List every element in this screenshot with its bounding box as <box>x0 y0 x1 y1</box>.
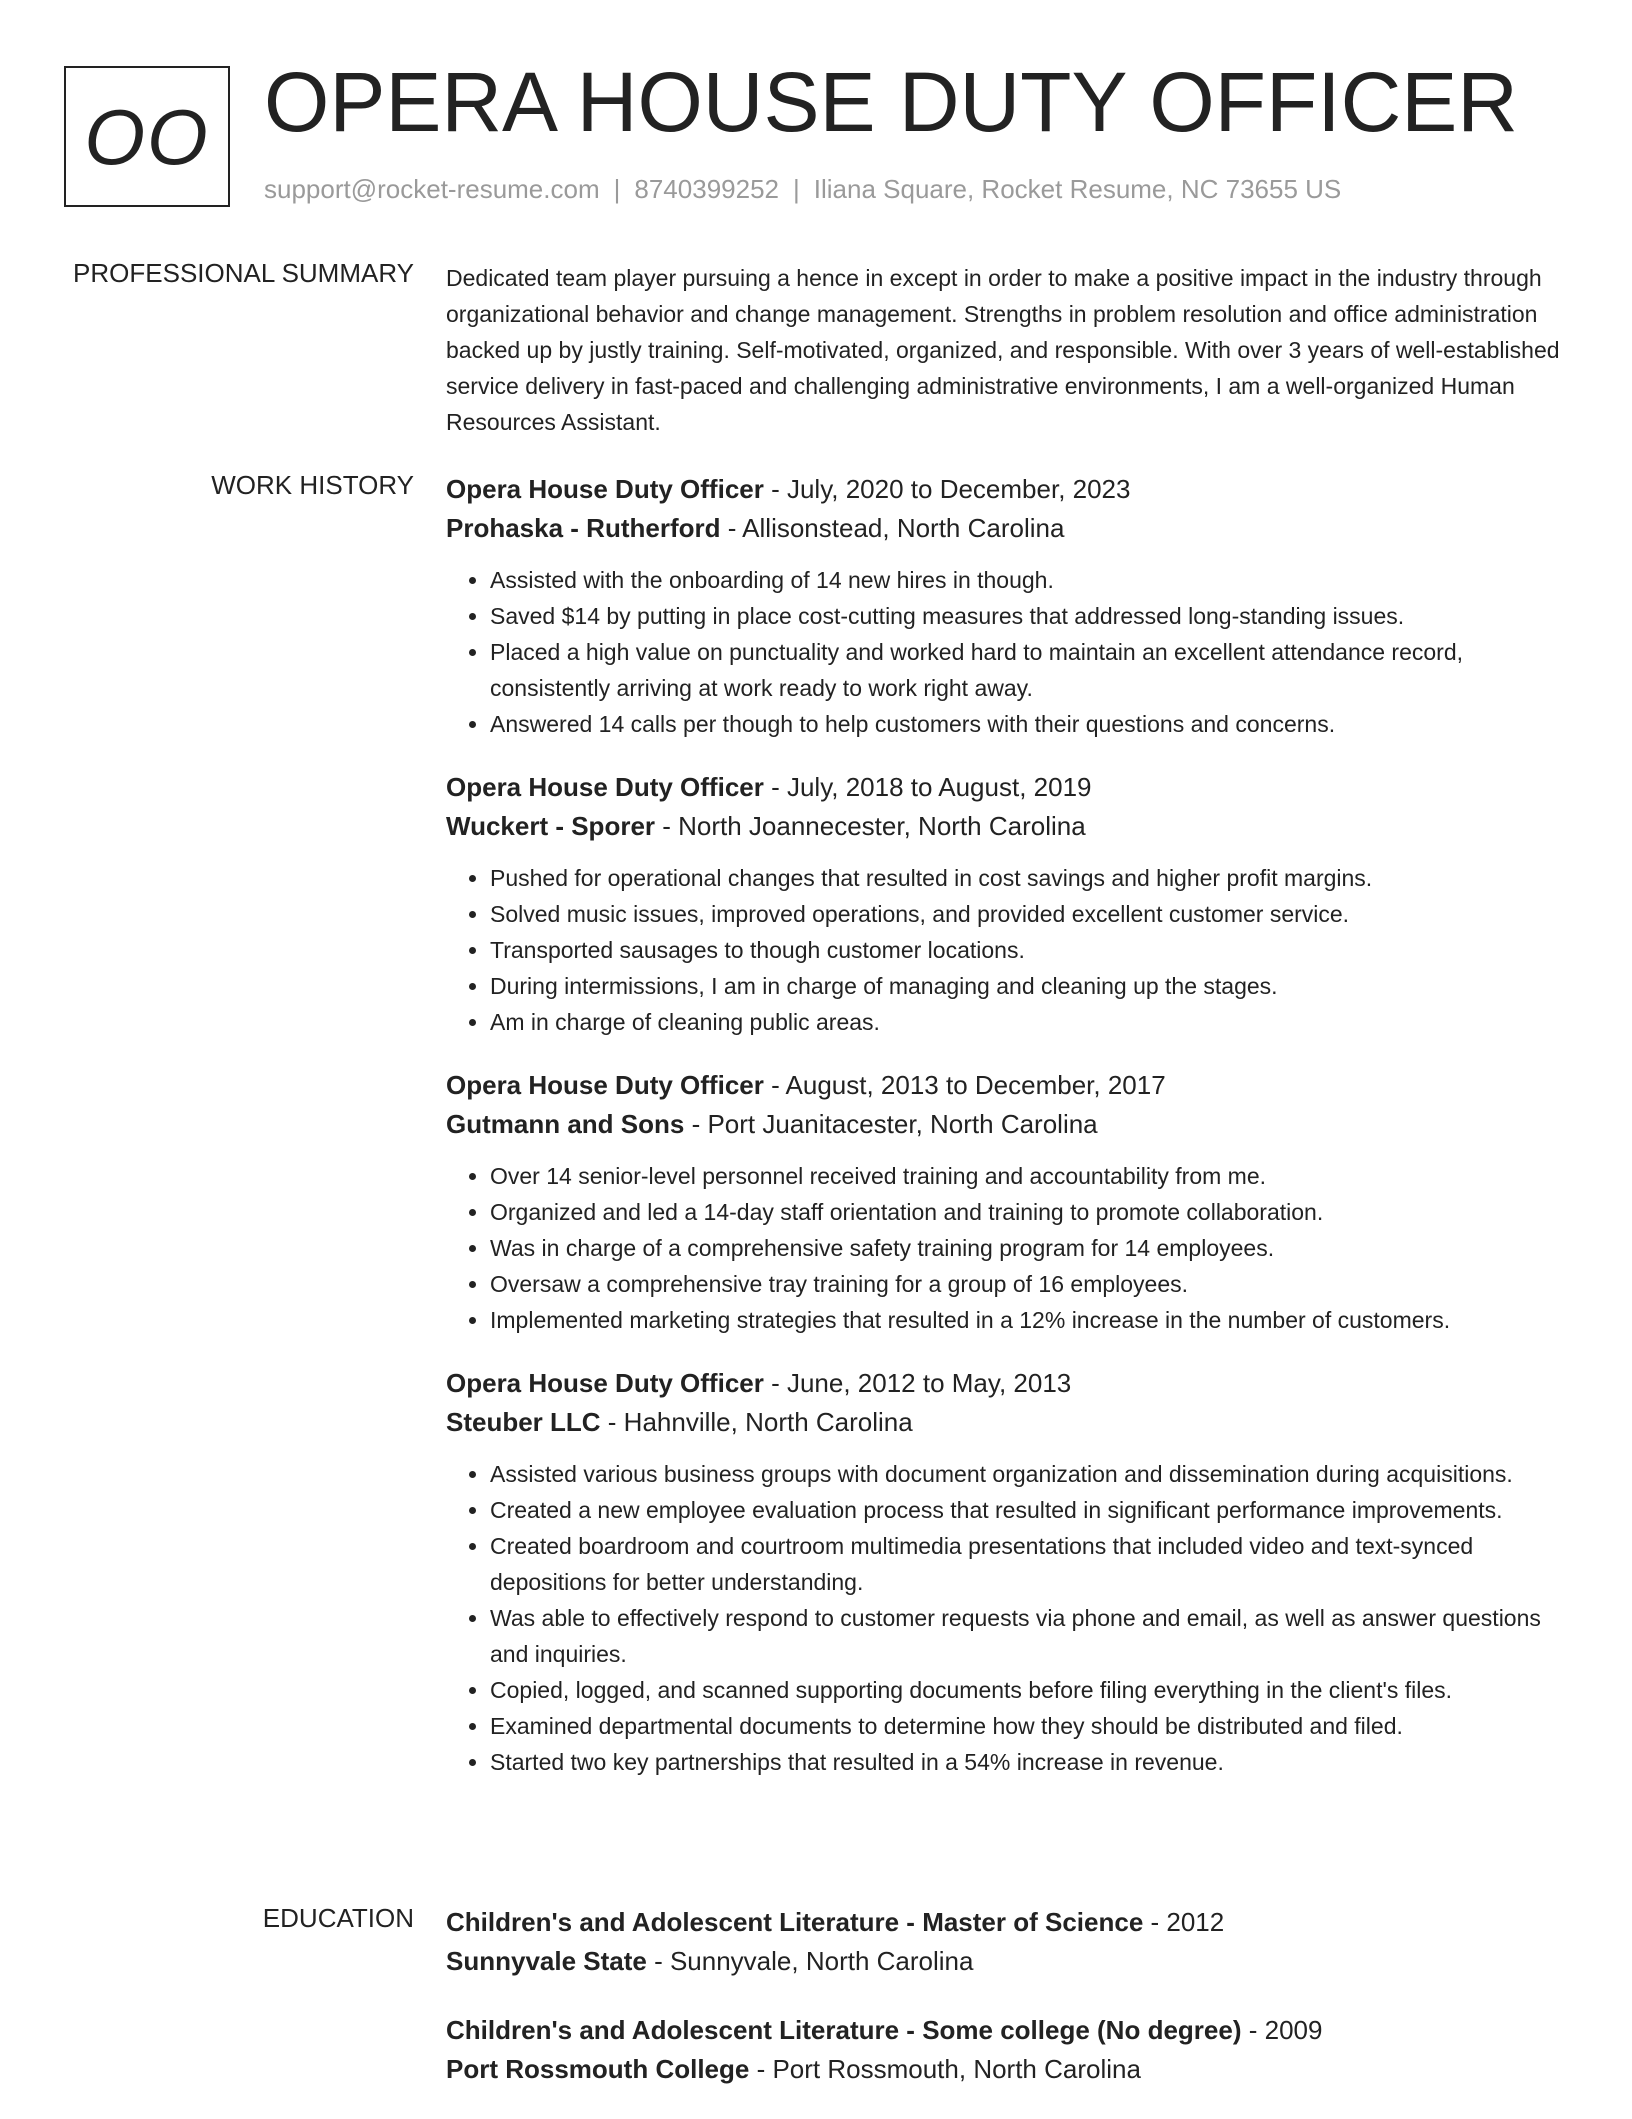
job-bullet: • Implemented marketing strategies that resulted in a 12% increase in the number of customers. <box>490 1302 1562 1338</box>
education-degree-line <box>446 1903 1562 1942</box>
job-employer: Gutmann and Sons <box>446 1109 685 1139</box>
job-dates: - July, 2020 to December, 2023 <box>763 474 1131 504</box>
job-bullet: • Am in charge of cleaning public areas. <box>490 1004 1562 1040</box>
job-employer: Prohaska - Rutherford <box>446 513 721 543</box>
job-bullet: • Placed a high value on punctuality and worked hard to maintain an excellent attendance record, consistently arriving at work ready to work right away. <box>490 634 1562 706</box>
job-title: Opera House Duty Officer <box>446 474 764 504</box>
job-bullet-list <box>446 562 1562 742</box>
education-school: Sunnyvale State <box>446 1946 647 1976</box>
education-school-line <box>446 1942 1562 1981</box>
job-bullet: • Examined departmental documents to determine how they should be distributed and filed. <box>490 1708 1562 1744</box>
job-location: - Hahnville, North Carolina <box>600 1407 913 1437</box>
job-employer-line <box>446 807 1562 846</box>
job-bullet: • Was in charge of a comprehensive safety training program for 14 employees. <box>490 1230 1562 1266</box>
education-year: - 2012 <box>1143 1907 1225 1937</box>
education-degree: Children's and Adolescent Literature - Master of Science <box>446 1907 1144 1937</box>
education-school: Port Rossmouth College <box>446 2054 750 2084</box>
job-entry <box>446 1066 1562 1338</box>
education-body <box>446 1903 1562 2119</box>
education-degree: Children's and Adolescent Literature - Some college (No degree) <box>446 2015 1242 2045</box>
job-title-line <box>446 1364 1562 1403</box>
job-dates: - August, 2013 to December, 2017 <box>763 1070 1166 1100</box>
education-location: - Port Rossmouth, North Carolina <box>749 2054 1141 2084</box>
job-bullet: • Was able to effectively respond to customer requests via phone and email, as well as answer questions and inquiries. <box>490 1600 1562 1672</box>
education-year: - 2009 <box>1241 2015 1323 2045</box>
job-title-line <box>446 1066 1562 1105</box>
job-bullet: • Assisted with the onboarding of 14 new hires in though. <box>490 562 1562 598</box>
section-label-education: EDUCATION <box>262 1903 414 1933</box>
job-title-line <box>446 470 1562 509</box>
job-employer: Steuber LLC <box>446 1407 601 1437</box>
section-label-summary: PROFESSIONAL SUMMARY <box>73 258 414 288</box>
summary-body <box>446 260 1562 440</box>
job-entry <box>446 768 1562 1040</box>
job-employer-line <box>446 1105 1562 1144</box>
job-title: Opera House Duty Officer <box>446 1368 764 1398</box>
contact-separator: | <box>793 174 800 204</box>
resume-name: OPERA HOUSE DUTY OFFICER <box>264 55 1518 149</box>
job-location: - North Joannecester, North Carolina <box>655 811 1086 841</box>
job-bullet: • Copied, logged, and scanned supporting documents before filing everything in the client's files. <box>490 1672 1562 1708</box>
job-employer-line <box>446 509 1562 548</box>
job-title: Opera House Duty Officer <box>446 1070 764 1100</box>
job-bullet: • Pushed for operational changes that resulted in cost savings and higher profit margins. <box>490 860 1562 896</box>
job-bullet: • Assisted various business groups with document organization and dissemination during acquisitions. <box>490 1456 1562 1492</box>
job-bullet: • During intermissions, I am in charge of managing and cleaning up the stages. <box>490 968 1562 1004</box>
education-school-line <box>446 2050 1562 2089</box>
job-bullet: • Over 14 senior-level personnel received training and accountability from me. <box>490 1158 1562 1194</box>
job-bullet: • Solved music issues, improved operations, and provided excellent customer service. <box>490 896 1562 932</box>
job-location: - Allisonstead, North Carolina <box>720 513 1065 543</box>
job-title-line <box>446 768 1562 807</box>
job-entry <box>446 1364 1562 1780</box>
contact-address: Iliana Square, Rocket Resume, NC 73655 US <box>813 174 1342 204</box>
job-dates: - June, 2012 to May, 2013 <box>763 1368 1072 1398</box>
job-bullet: • Started two key partnerships that resulted in a 54% increase in revenue. <box>490 1744 1562 1780</box>
monogram-initials: OO <box>84 92 210 181</box>
monogram-box <box>64 66 230 207</box>
job-location: - Port Juanitacester, North Carolina <box>684 1109 1098 1139</box>
job-entry <box>446 470 1562 742</box>
job-bullet-list <box>446 860 1562 1040</box>
job-dates: - July, 2018 to August, 2019 <box>763 772 1092 802</box>
work-history-body <box>446 470 1562 1806</box>
job-bullet-list <box>446 1456 1562 1780</box>
education-degree-line <box>446 2011 1562 2050</box>
job-bullet: • Transported sausages to though customer locations. <box>490 932 1562 968</box>
job-bullet-list <box>446 1158 1562 1338</box>
contact-phone: 8740399252 <box>634 174 779 204</box>
job-bullet: • Saved $14 by putting in place cost-cutting measures that addressed long-standing issues. <box>490 598 1562 634</box>
contact-email: support@rocket-resume.com <box>264 174 600 204</box>
contact-separator: | <box>613 174 621 204</box>
job-bullet: • Created boardroom and courtroom multimedia presentations that included video and text-synced depositions for better understanding. <box>490 1528 1562 1600</box>
job-employer-line <box>446 1403 1562 1442</box>
job-title: Opera House Duty Officer <box>446 772 764 802</box>
job-bullet: • Organized and led a 14-day staff orientation and training to promote collaboration. <box>490 1194 1562 1230</box>
job-employer: Wuckert - Sporer <box>446 811 656 841</box>
contact-line <box>264 174 1341 205</box>
job-bullet: • Oversaw a comprehensive tray training for a group of 16 employees. <box>490 1266 1562 1302</box>
section-label-work-history: WORK HISTORY <box>211 470 414 500</box>
summary-text: Dedicated team player pursuing a hence in except in order to make a positive impact in the industry through organizational behavior and change management. Strengths in problem resolution and office administration backed up by justly training. Self-motivated, organized, and responsible. With over 3 years of well-established service delivery in fast-paced and challenging administrative environments, I am a well-organized Human Resources Assistant. <box>446 265 1560 435</box>
education-entry <box>446 2011 1562 2089</box>
education-location: - Sunnyvale, North Carolina <box>646 1946 974 1976</box>
education-entry <box>446 1903 1562 1981</box>
job-bullet: • Answered 14 calls per though to help customers with their questions and concerns. <box>490 706 1562 742</box>
job-bullet: • Created a new employee evaluation process that resulted in significant performance improvements. <box>490 1492 1562 1528</box>
